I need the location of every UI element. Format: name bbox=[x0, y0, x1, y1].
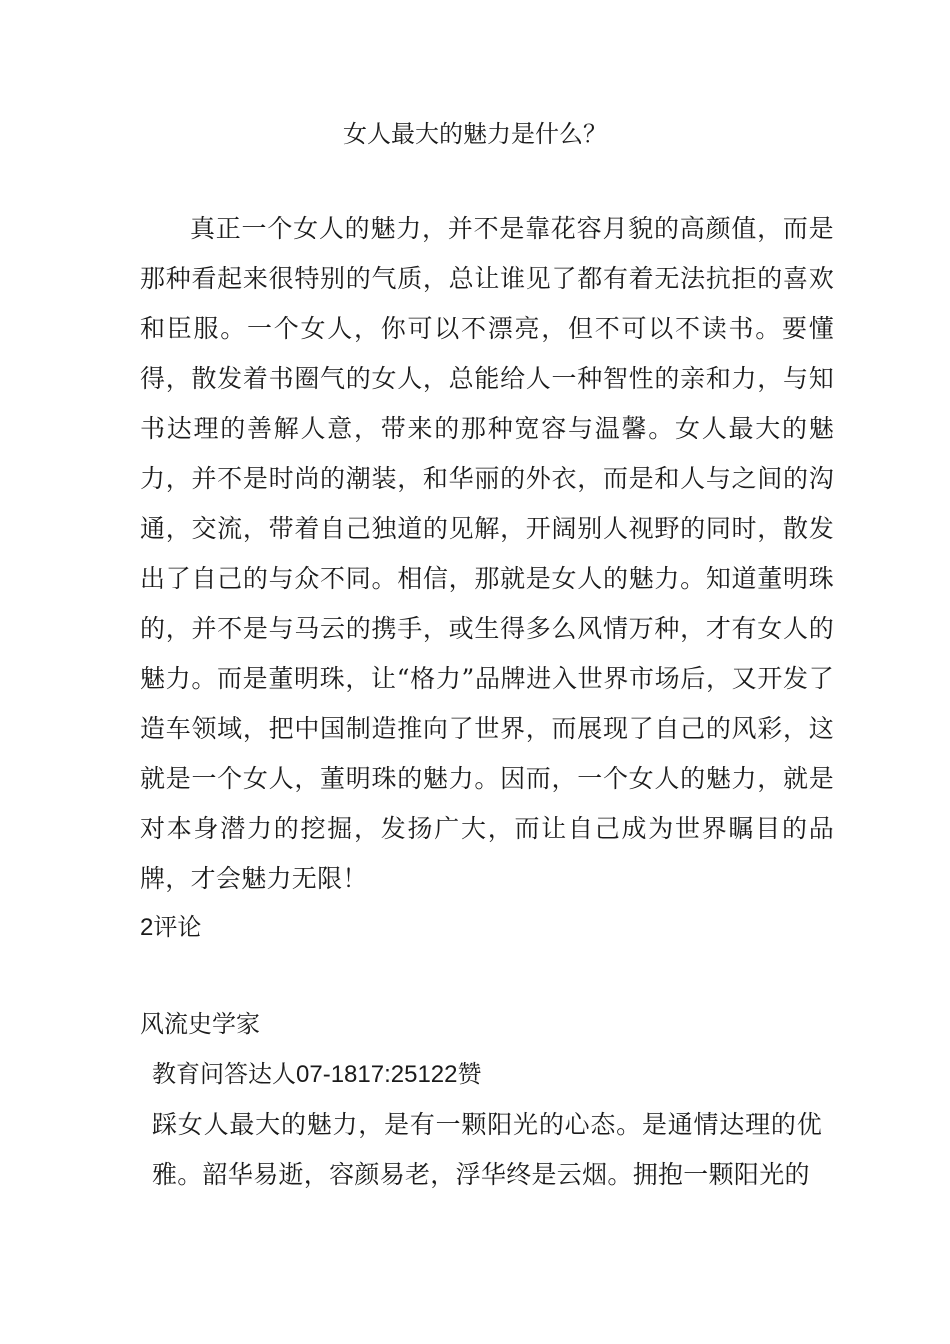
comment-text: 踩女人最大的魅力，是有一颗阳光的心态。是通情达理的优雅。韶华易逝，容颜易老，浮华终是云烟。拥抱一颗阳光的 bbox=[152, 1110, 822, 1189]
comment-meta bbox=[152, 1054, 482, 1095]
comment-author[interactable]: 风流史学家 bbox=[140, 1010, 260, 1038]
article-body: 真正一个女人的魅力，并不是靠花容月貌的高颜值，而是那种看起来很特别的气质，总让谁见了都有着无法抗拒的喜欢和臣服。一个女人，你可以不漂亮，但不可以不读书。要懂得，散发着书圈气的女人，总能给人一种智性的亲和力，与知书达理的善解人意，带来的那种宽容与温馨。女人最大的魅力，并不是时尚的潮装，和华丽的外衣，而是和人与之间的沟通，交流，带着自己独道的见解，开阔别人视野的同时，散发出了自己的与众不同。相信，那就是女人的魅力。知道董明珠的，并不是与马云的携手，或生得多么风情万种，才有女人的魅力。而是董明珠，让“格力”品牌进入世界市场后，又开发了造车领域，把中国制造推向了世界，而展现了自己的风彩，这就是一个女人，董明珠的魅力。因而，一个女人的魅力，就是对本身潜力的挖掘，发扬广大，而让自己成为世界瞩目的品牌，才会魅力无限！ bbox=[140, 214, 834, 893]
comment-like-count: 122 bbox=[417, 1061, 458, 1088]
comments-count-label: 评论 bbox=[153, 914, 202, 941]
comment-timestamp: 07-1817:25 bbox=[296, 1061, 418, 1088]
comment-author-role: 教育问答达人 bbox=[152, 1060, 296, 1088]
comments-count-number: 2 bbox=[140, 914, 154, 941]
article-title: 女人最大的魅力是什么？ bbox=[343, 120, 607, 148]
comment-like-button[interactable]: 赞 bbox=[457, 1060, 482, 1088]
comments-count bbox=[140, 908, 201, 948]
